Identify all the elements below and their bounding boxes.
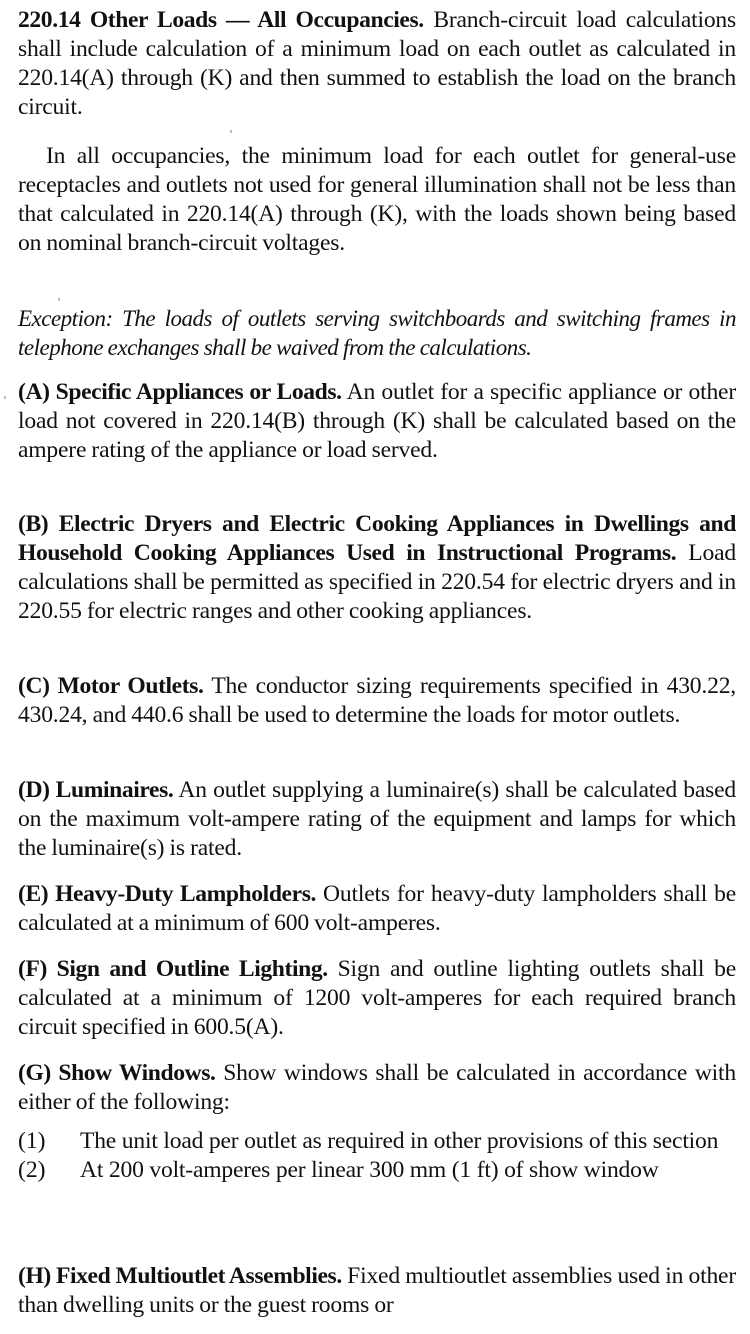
list-item-number: (2) xyxy=(18,1157,46,1183)
subsection-b-title: (B) Electric Dryers and Electric Cooking Appliances in Dwellings and Household Cooking Appliances Used in Instructional Programs. xyxy=(18,511,736,566)
subsection-g-title: (G) Show Windows. xyxy=(18,1060,216,1086)
list-item-text: The unit load per outlet as required in other provisions of this section xyxy=(80,1128,719,1154)
list-item-number: (1) xyxy=(18,1128,46,1154)
subsection-h xyxy=(18,1262,736,1320)
subsection-d-text: An outlet supplying a luminaire(s) shall be calculated based on the maximum volt-ampere rating of the equipment and lamps for which the luminaire(s) is rated. xyxy=(18,777,737,861)
exception-paragraph: Exception: The loads of outlets serving switchboards and switching frames in telephone exchanges shall be waived from the calculations. xyxy=(18,306,736,360)
subsection-e-title: (E) Heavy-Duty Lampholders. xyxy=(18,881,316,907)
section-intro-text: Branch-circuit load calculations shall include calculation of a minimum load on each outlet as calculated in 220.14(A) through (K) and then summed to establish the load on the branch circuit. xyxy=(18,7,736,120)
subsection-b-text: Load calculations shall be permitted as specified in 220.54 for electric dryers and in 220.55 for electric ranges and other cooking appliances. xyxy=(18,540,736,624)
subsection-f-title: (F) Sign and Outline Lighting. xyxy=(18,956,328,982)
subsection-g-text: Show windows shall be calculated in accordance with either of the following: xyxy=(18,1060,736,1115)
subsection-f xyxy=(18,955,736,1042)
section-220-14-intro xyxy=(18,6,736,122)
subsection-a-title: (A) Specific Appliances or Loads. xyxy=(18,379,342,405)
subsection-h-title: (H) Fixed Multioutlet Assemblies. xyxy=(18,1263,342,1289)
subsection-e xyxy=(18,880,736,938)
subsection-h-text: Fixed multioutlet assemblies used in other than dwelling units or the guest rooms or xyxy=(18,1263,736,1318)
scan-artifact xyxy=(58,298,60,301)
list-item-text: At 200 volt-amperes per linear 300 mm (1 ft) of show window xyxy=(80,1157,659,1183)
subsection-e-text: Outlets for heavy-duty lampholders shall be calculated at a minimum of 600 volt-amperes. xyxy=(18,881,736,936)
list-item xyxy=(18,1156,736,1185)
show-windows-list xyxy=(18,1127,736,1185)
list-item xyxy=(18,1127,736,1156)
subsection-d-title: (D) Luminaires. xyxy=(18,777,174,803)
subsection-a xyxy=(18,378,736,465)
subsection-g xyxy=(18,1059,736,1117)
subsection-a-text: An outlet for a specific appliance or other load not covered in 220.14(B) through (K) shall be calculated based on the ampere rating of the appliance or load served. xyxy=(18,379,736,463)
scan-artifact xyxy=(4,396,6,399)
subsection-c-title: (C) Motor Outlets. xyxy=(18,673,204,699)
scan-artifact xyxy=(230,130,232,133)
general-paragraph: In all occupancies, the minimum load for each outlet for general-use receptacles and outlets not used for general illumination shall not be less than that calculated in 220.14(A) through (K), with the loads shown being based on nominal branch-circuit voltages. xyxy=(18,143,736,256)
subsection-f-text: Sign and outline lighting outlets shall be calculated at a minimum of 1200 volt-amperes for each required branch circuit specified in 600.5(A). xyxy=(18,956,736,1040)
subsection-c-text: The conductor sizing requirements specified in 430.22, 430.24, and 440.6 shall be used to determine the loads for motor outlets. xyxy=(18,673,736,728)
subsection-b xyxy=(18,510,736,626)
subsection-c xyxy=(18,672,736,730)
subsection-d xyxy=(18,776,736,863)
section-heading: 220.14 Other Loads — All Occupancies. xyxy=(18,7,424,33)
